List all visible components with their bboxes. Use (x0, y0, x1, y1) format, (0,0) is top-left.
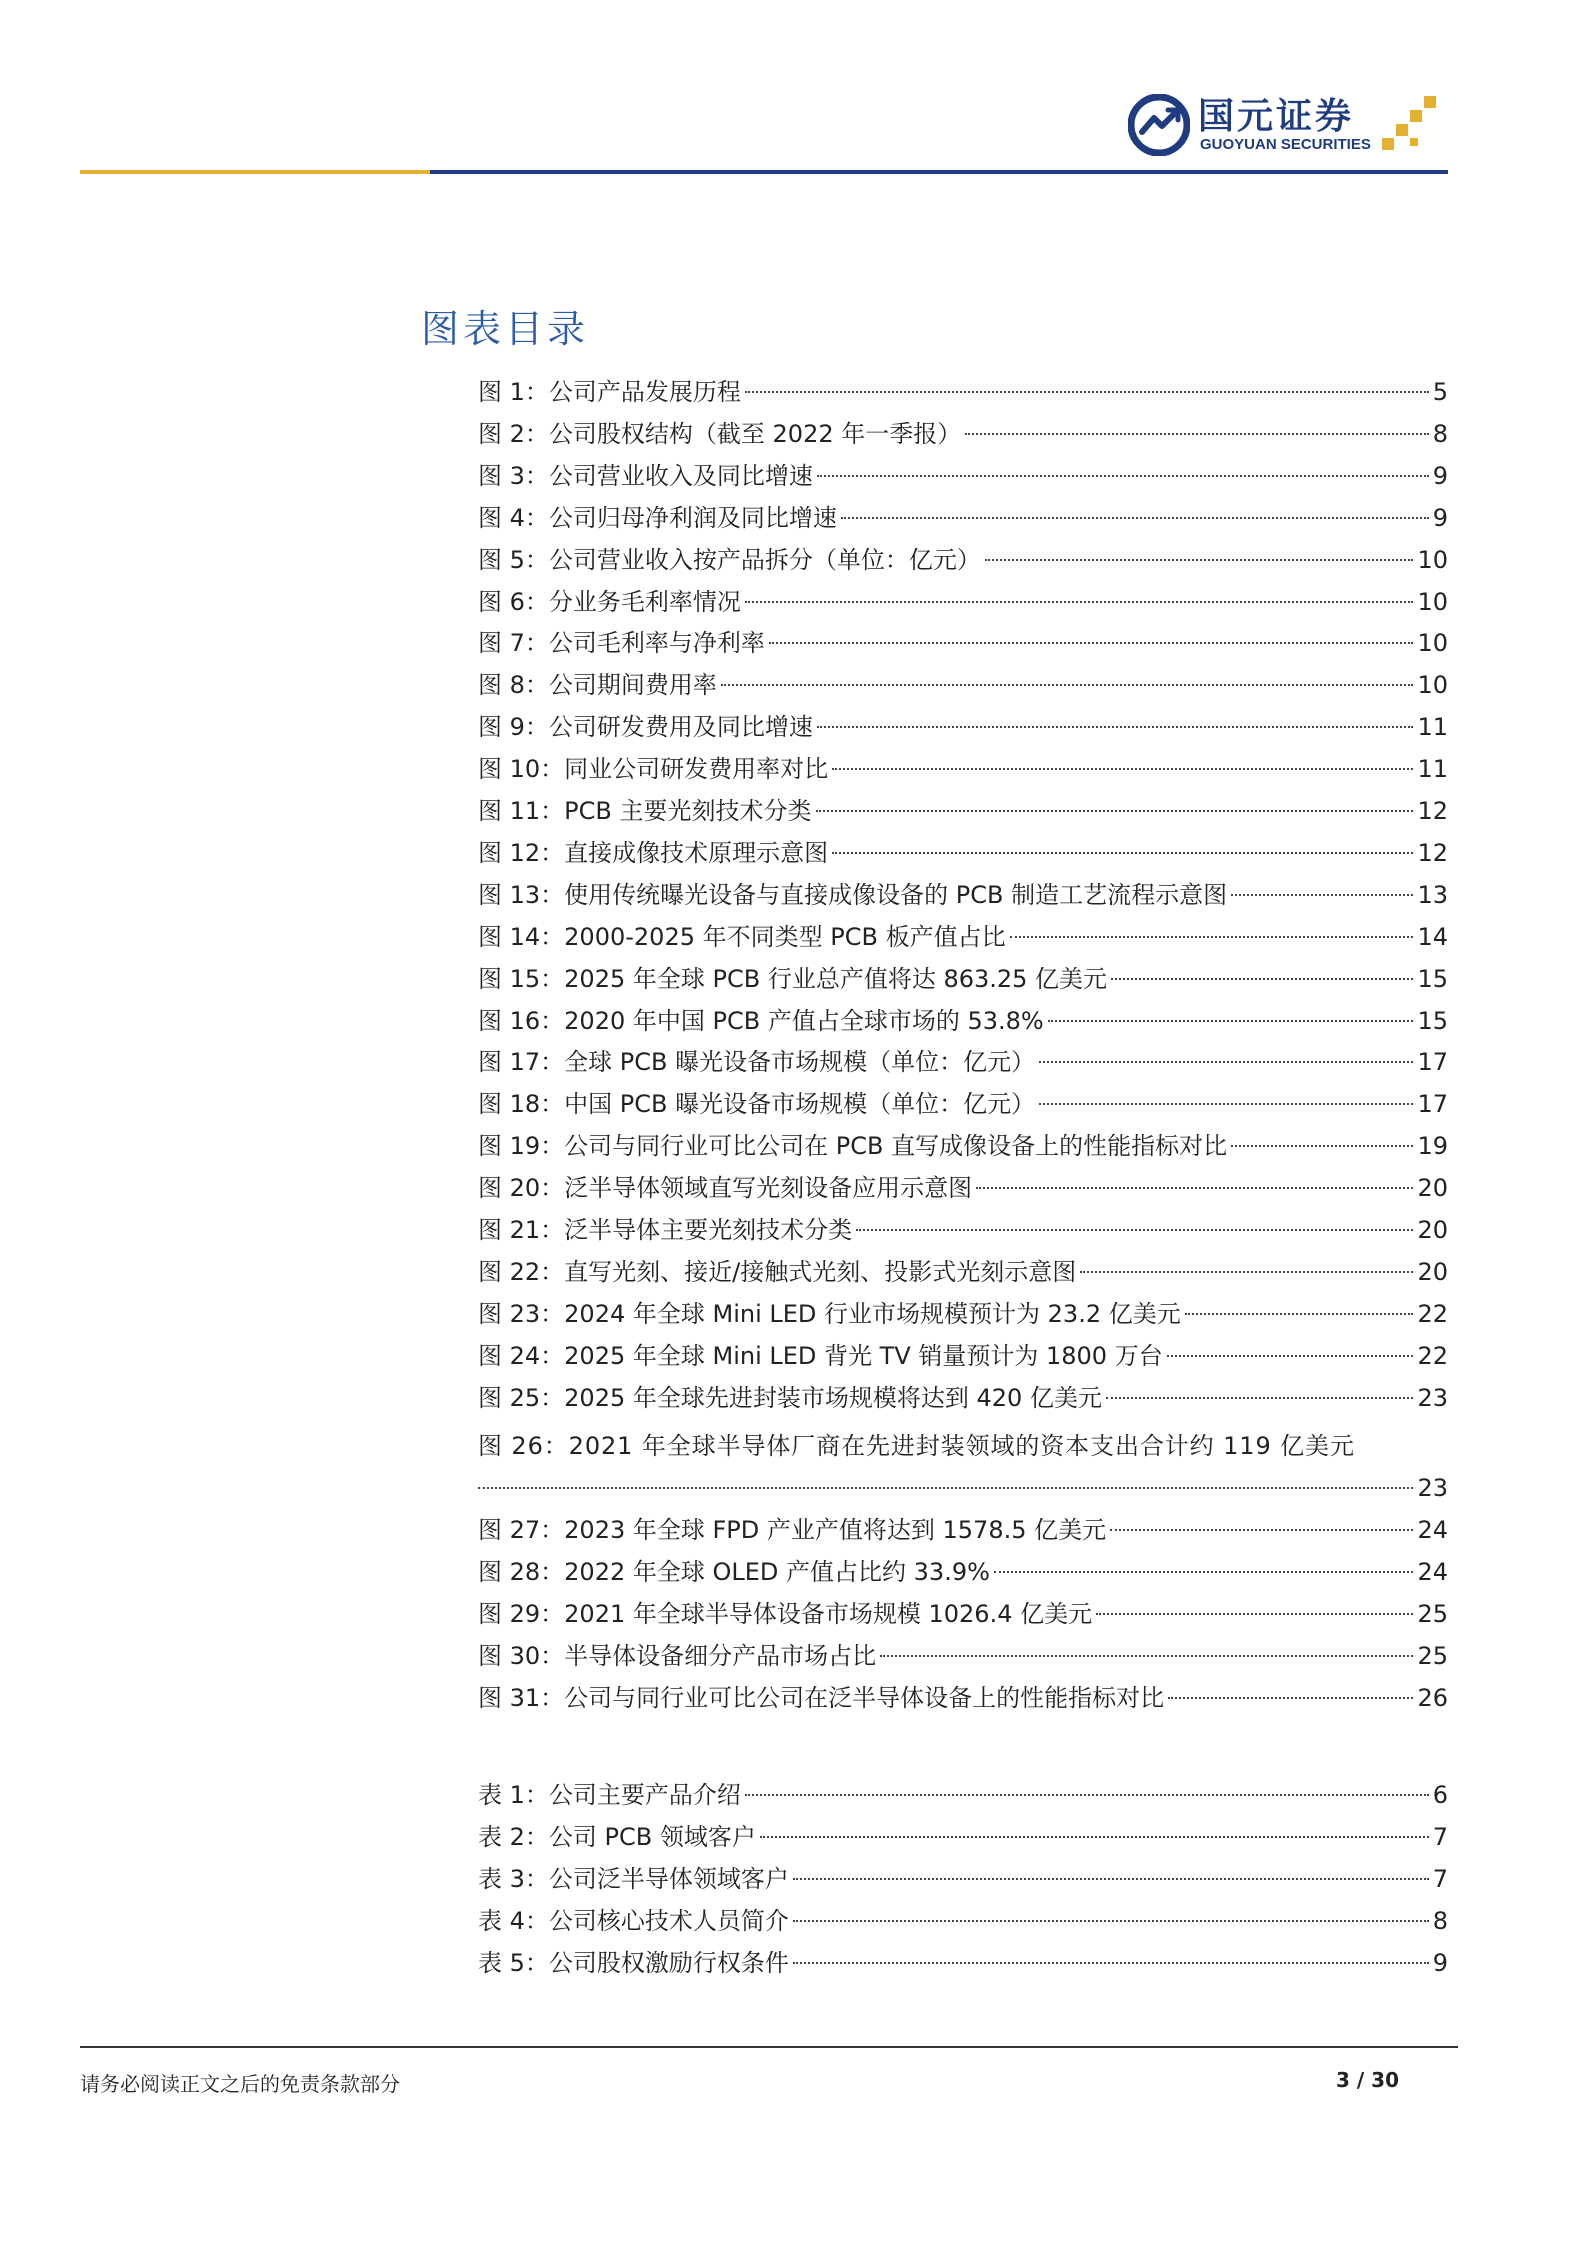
toc-entry[interactable] (478, 958, 1448, 1000)
toc-entry[interactable] (478, 622, 1448, 664)
toc-entry[interactable] (478, 1083, 1448, 1125)
toc-leader-dots (1167, 1355, 1414, 1357)
toc-entry-label: 表 4：公司核心技术人员简介 (478, 1907, 789, 1935)
toc-entry[interactable] (478, 539, 1448, 581)
toc-entry-page: 10 (1417, 545, 1448, 574)
toc-entry-page: 10 (1417, 587, 1448, 616)
toc-entry-label: 表 2：公司 PCB 领域客户 (478, 1823, 756, 1851)
brand-name: 国元证券 (1198, 96, 1355, 137)
page-indicator: 3 / 30 (1336, 2068, 1399, 2092)
toc-entry-page: 9 (1432, 461, 1448, 490)
toc-entry-page: 9 (1432, 503, 1448, 532)
toc-entry-label: 图 18：中国 PCB 曝光设备市场规模（单位：亿元） (478, 1090, 1036, 1119)
toc-entry[interactable] (478, 1509, 1448, 1551)
toc-title: 图表目录 (421, 307, 590, 351)
toc-entry[interactable] (478, 371, 1448, 413)
toc-entry[interactable] (478, 1816, 1448, 1858)
toc-leader-dots (1010, 936, 1414, 938)
toc-leader-dots (745, 391, 1429, 393)
toc-entry-label: 图 16：2020 年中国 PCB 产值占全球市场的 53.8% (478, 1006, 1044, 1035)
toc-entry[interactable] (478, 1677, 1448, 1719)
toc-entry-page: 12 (1417, 838, 1448, 867)
toc-entry[interactable] (478, 1377, 1448, 1419)
toc-entry-page: 20 (1417, 1174, 1448, 1203)
toc-entry-page: 6 (1432, 1781, 1448, 1809)
footer-divider (80, 2046, 1458, 2048)
toc-entry-page: 17 (1417, 1048, 1448, 1077)
toc-entry-page: 13 (1417, 880, 1448, 909)
toc-entry[interactable] (478, 413, 1448, 455)
toc-entry-page: 9 (1432, 1949, 1448, 1977)
toc-entry-page: 17 (1417, 1090, 1448, 1119)
toc-entry-page: 23 (1417, 1474, 1448, 1502)
toc-entry-page: 8 (1432, 1907, 1448, 1935)
toc-entry-page: 7 (1432, 1865, 1448, 1893)
toc-entry-label: 图 3：公司营业收入及同比增速 (478, 461, 813, 490)
toc-entry[interactable] (478, 1293, 1448, 1335)
toc-entry[interactable] (478, 748, 1448, 790)
toc-entry[interactable] (478, 455, 1448, 497)
toc-leader-dots (478, 1487, 1413, 1489)
toc-entry-label: 图 22：直写光刻、接近/接触式光刻、投影式光刻示意图 (478, 1257, 1077, 1286)
toc-entry-page: 10 (1417, 629, 1448, 658)
toc-entry-page: 26 (1417, 1684, 1448, 1712)
toc-entry-label: 图 6：分业务毛利率情况 (478, 587, 741, 616)
toc-entry[interactable] (478, 790, 1448, 832)
toc-entry-page: 15 (1417, 1006, 1448, 1035)
toc-entry-page: 5 (1432, 378, 1448, 406)
toc-entry-label: 图 23：2024 年全球 Mini LED 行业市场规模预计为 23.2 亿美元 (478, 1299, 1181, 1328)
toc-entry-label: 图 9：公司研发费用及同比增速 (478, 713, 813, 742)
toc-entry-page: 14 (1417, 922, 1448, 951)
toc-entry[interactable] (478, 832, 1448, 874)
toc-leader-dots (1039, 1061, 1413, 1063)
toc-entry-wrapped[interactable] (478, 1425, 1448, 1509)
toc-leader-dots (1111, 978, 1413, 980)
toc-leader-dots (745, 601, 1414, 603)
toc-entry-label: 图 26：2021 年全球半导体厂商在先进封装领域的资本支出合计约 119 亿美元 (478, 1432, 1355, 1460)
toc-leader-dots (976, 1187, 1413, 1189)
toc-leader-dots (1039, 1103, 1413, 1105)
toc-leader-dots (817, 726, 1414, 728)
toc-entry[interactable] (478, 1858, 1448, 1900)
toc-leader-dots (760, 1836, 1429, 1838)
header-divider (80, 170, 1448, 174)
toc-entry-page: 25 (1417, 1642, 1448, 1670)
toc-entry-label: 图 7：公司毛利率与净利率 (478, 629, 765, 658)
toc-entry-label: 图 15：2025 年全球 PCB 行业总产值将达 863.25 亿美元 (478, 964, 1108, 993)
toc-leader-dots (832, 852, 1413, 854)
toc-entry-label: 图 4：公司归母净利润及同比增速 (478, 503, 837, 532)
toc-entry-page: 11 (1417, 755, 1448, 784)
toc-entry[interactable] (478, 1000, 1448, 1042)
toc-entry-page: 22 (1417, 1341, 1448, 1370)
toc-entry-label: 图 11：PCB 主要光刻技术分类 (478, 797, 812, 825)
toc-leader-dots (793, 1920, 1429, 1922)
toc-entry[interactable] (478, 1900, 1448, 1942)
toc-entry-label: 图 30：半导体设备细分产品市场占比 (478, 1642, 877, 1670)
toc-entry[interactable] (478, 1125, 1448, 1167)
toc-entry-page: 25 (1417, 1600, 1448, 1628)
footer-disclaimer: 请务必阅读正文之后的免责条款部分 (80, 2072, 400, 2096)
toc-leader-dots (1168, 1697, 1413, 1699)
toc-entry[interactable] (478, 1209, 1448, 1251)
toc-entry-page: 20 (1417, 1216, 1448, 1244)
toc-leader-dots (1185, 1313, 1414, 1315)
toc-leader-dots (832, 768, 1413, 770)
toc-leader-dots (841, 517, 1429, 519)
toc-entry[interactable] (478, 664, 1448, 706)
toc-entry-label: 图 27：2023 年全球 FPD 产业产值将达到 1578.5 亿美元 (478, 1516, 1107, 1544)
toc-entry-page: 22 (1417, 1299, 1448, 1328)
toc-entry-label: 图 13：使用传统曝光设备与直接成像设备的 PCB 制造工艺流程示意图 (478, 880, 1228, 909)
toc-leader-dots (1048, 1020, 1414, 1022)
toc-entry[interactable] (478, 1942, 1448, 1984)
toc-entry[interactable] (478, 1551, 1448, 1593)
toc-entry-label: 图 29：2021 年全球半导体设备市场规模 1026.4 亿美元 (478, 1600, 1093, 1628)
toc-entry[interactable] (478, 916, 1448, 958)
toc-leader-dots (880, 1655, 1413, 1657)
toc-entry[interactable] (478, 1041, 1448, 1083)
brand-subtitle: GUOYUAN SECURITIES (1200, 136, 1371, 153)
toc-leader-dots (856, 1229, 1413, 1231)
toc-entry-label: 表 5：公司股权激励行权条件 (478, 1949, 789, 1977)
toc-leader-dots (721, 684, 1414, 686)
toc-entry-page: 8 (1432, 419, 1448, 448)
toc-entry-label: 图 25：2025 年全球先进封装市场规模将达到 420 亿美元 (478, 1383, 1102, 1412)
toc-leader-dots (793, 1878, 1429, 1880)
toc-entry[interactable] (478, 1593, 1448, 1635)
toc-entry-page: 24 (1417, 1558, 1448, 1586)
toc-entry-label: 图 10：同业公司研发费用率对比 (478, 755, 829, 784)
toc-entry-label: 图 2：公司股权结构（截至 2022 年一季报） (478, 419, 962, 448)
toc-entry-page: 23 (1417, 1383, 1448, 1412)
toc-leader-dots (965, 433, 1428, 435)
toc-leader-dots (1096, 1613, 1413, 1615)
toc-entry[interactable] (478, 1167, 1448, 1209)
toc-entry[interactable] (478, 706, 1448, 748)
toc-leader-dots (745, 1794, 1429, 1796)
toc-leader-dots (1110, 1529, 1413, 1531)
toc-entry-label: 图 1：公司产品发展历程 (478, 378, 741, 406)
toc-leader-dots (1080, 1271, 1413, 1273)
toc-entry-label: 图 20：泛半导体领域直写光刻设备应用示意图 (478, 1174, 973, 1203)
toc-entry-label: 图 28：2022 年全球 OLED 产值占比约 33.9% (478, 1558, 990, 1586)
toc-entry[interactable] (478, 581, 1448, 623)
toc-entry-page: 12 (1417, 797, 1448, 825)
toc-leader-dots (769, 642, 1414, 644)
toc-entry-label: 图 21：泛半导体主要光刻技术分类 (478, 1216, 853, 1244)
toc-entry[interactable] (478, 1335, 1448, 1377)
toc-entry-label: 图 19：公司与同行业可比公司在 PCB 直写成像设备上的性能指标对比 (478, 1132, 1228, 1161)
toc-leader-dots (985, 559, 1414, 561)
toc-entry-page: 19 (1417, 1132, 1448, 1161)
toc-entry-page: 15 (1417, 964, 1448, 993)
toc-entry-page: 24 (1417, 1516, 1448, 1544)
toc-entry-page: 10 (1417, 671, 1448, 700)
toc-entry-label: 图 12：直接成像技术原理示意图 (478, 838, 829, 867)
toc-entry-label: 图 24：2025 年全球 Mini LED 背光 TV 销量预计为 1800 万台 (478, 1341, 1163, 1370)
toc-entry-label: 表 1：公司主要产品介绍 (478, 1781, 741, 1809)
toc-entry[interactable] (478, 497, 1448, 539)
toc-leader-dots (793, 1962, 1429, 1964)
toc-leader-dots (816, 810, 1414, 812)
toc-entry[interactable] (478, 1251, 1448, 1293)
logo-circle-icon (1128, 94, 1190, 156)
toc-entry-page: 20 (1417, 1257, 1448, 1286)
toc-entry-page: 11 (1417, 713, 1448, 742)
logo-squares-icon (1380, 94, 1444, 154)
toc-entry-label: 图 8：公司期间费用率 (478, 671, 717, 700)
brand-logo (1128, 88, 1448, 160)
toc-leader-dots (1231, 1145, 1413, 1147)
toc-entry-label: 图 5：公司营业收入按产品拆分（单位：亿元） (478, 545, 981, 574)
toc-leader-dots (1106, 1397, 1414, 1399)
toc-leader-dots (1231, 894, 1413, 896)
toc-entry-label: 图 31：公司与同行业可比公司在泛半导体设备上的性能指标对比 (478, 1684, 1165, 1712)
toc-entry[interactable] (478, 874, 1448, 916)
toc-entry[interactable] (478, 1635, 1448, 1677)
toc-entry-page: 7 (1432, 1823, 1448, 1851)
toc-leader-dots (817, 475, 1429, 477)
toc-entry-label: 表 3：公司泛半导体领域客户 (478, 1865, 789, 1893)
toc-leader-dots (994, 1571, 1414, 1573)
toc-entry-label: 图 17：全球 PCB 曝光设备市场规模（单位：亿元） (478, 1048, 1036, 1077)
toc-entry[interactable] (478, 1774, 1448, 1816)
toc-entry-label: 图 14：2000-2025 年不同类型 PCB 板产值占比 (478, 922, 1006, 951)
